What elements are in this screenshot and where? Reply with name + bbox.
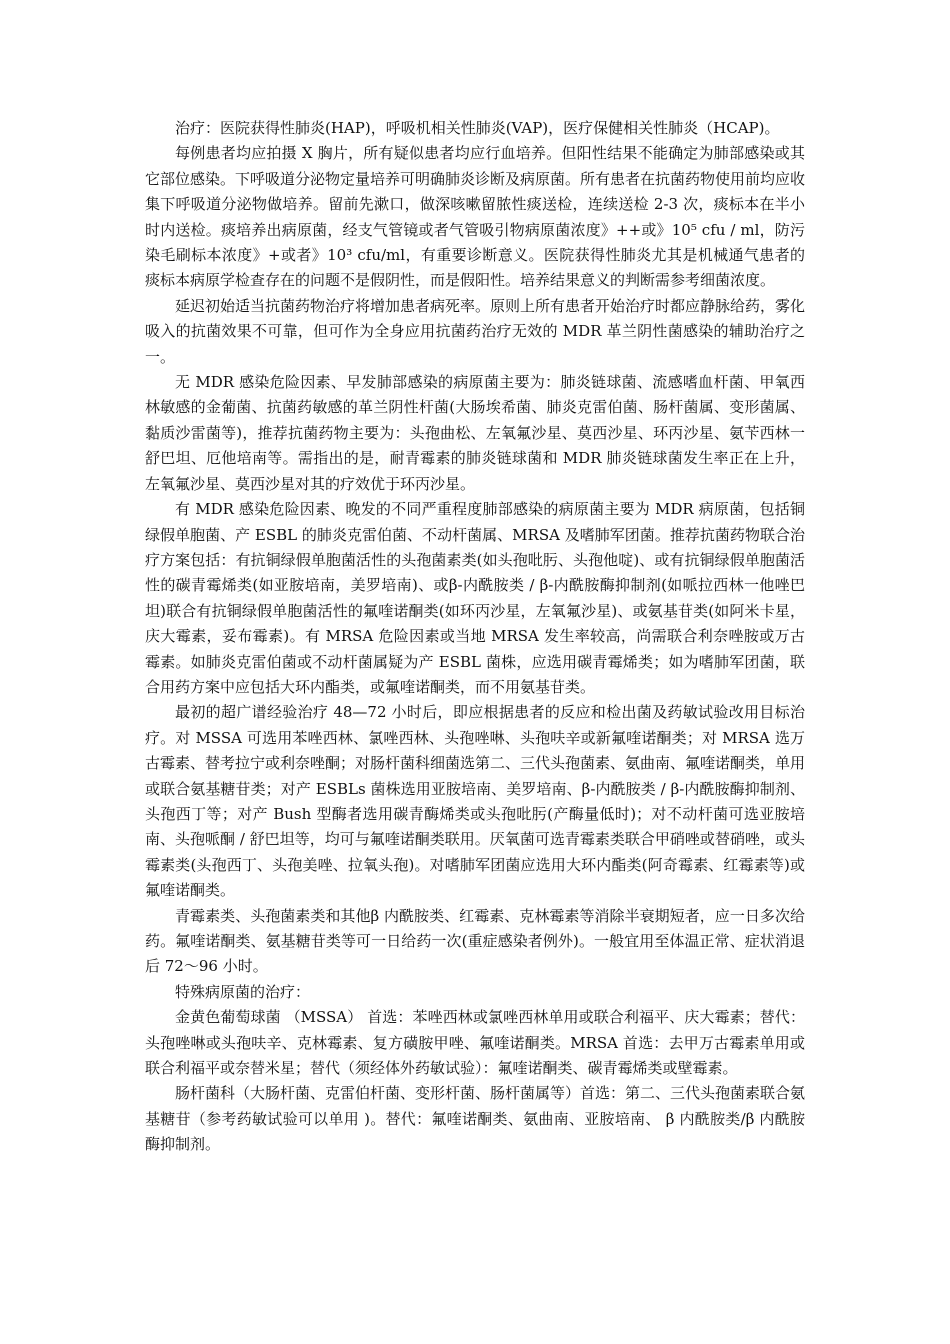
paragraph-diagnosis: 每例患者均应拍摄 X 胸片，所有疑似患者均应行血培养。但阳性结果不能确定为肺部感染或其它部位感染。下呼吸道分泌物定量培养可明确肺炎诊断及病原菌。所有患者在抗菌药物使用前均应收集下呼吸道分泌物做培养。留前先漱口，做深咳嗽留脓性痰送检，连续送检 2-3 次，痰标本在半小时内送检。痰培养出病原菌，经支气管镜或者气管吸引物病原菌浓度》++或》10⁵ cfu / ml，防污染毛刷标本浓度》+或者》10³ cfu/ml，有重要诊断意义。医院获得性肺炎尤其是机械通气患者的痰标本病原学检查存在的问题不是假阴性，而是假阳性。培养结果意义的判断需参考细菌浓度。 <box>145 144 806 290</box>
paragraph-no-mdr-risk: 无 MDR 感染危险因素、早发肺部感染的病原菌主要为：肺炎链球菌、流感嗜血杆菌、甲氧西林敏感的金葡菌、抗菌药敏感的革兰阴性杆菌(大肠埃希菌、肺炎克雷伯菌、肠杆菌属、变形菌属、黏质沙雷菌等)，推荐抗菌药物主要为：头孢曲松、左氧氟沙星、莫西沙星、环丙沙星、氨苄西林一舒巴坦、厄他培南等。需指出的是，耐青霉素的肺炎链球菌和 MDR 肺炎链球菌发生率正在上升，左氧氟沙星、莫西沙星对其的疗效优于环丙沙星。 <box>145 373 805 493</box>
paragraph-dosing: 青霉素类、头孢菌素类和其他β 内酰胺类、红霉素、克林霉素等消除半衰期短者，应一日多次给药。氟喹诺酮类、氨基糖苷类等可一日给药一次(重症感染者例外)。一般宜用至体温正常、症状消退后 72～96 小时。 <box>145 906 805 976</box>
paragraph-mdr-risk: 有 MDR 感染危险因素、晚发的不同严重程度肺部感染的病原菌主要为 MDR 病原菌，包括铜绿假单胞菌、产 ESBL 的肺炎克雷伯菌、不动杆菌属、MRSA 及嗜肺军团菌。推荐抗菌药物联合治疗方案包括：有抗铜绿假单胞菌活性的头孢菌素类(如头孢吡肟、头孢他啶)、或有抗铜绿假单胞菌活性的碳青霉烯类(如亚胺培南，美罗培南)、或β-内酰胺类 / β-内酰胺酶抑制剂(如哌拉西林一他唑巴坦)联合有抗铜绿假单胞菌活性的氟喹诺酮类(如环丙沙星，左氧氟沙星)、或氨基苷类(如阿米卡星，庆大霉素，妥布霉素)。有 MRSA 危险因素或当地 MRSA 发生率较高，尚需联合利奈唑胺或万古霉素。如肺炎克雷伯菌或不动杆菌属疑为产 ESBL 菌株，应选用碳青霉烯类；如为嗜肺军团菌，联合用药方案中应包括大环内酯类，或氟喹诺酮类，而不用氨基苷类。 <box>145 500 805 696</box>
paragraph-treatment-heading: 治疗：医院获得性肺炎(HAP)，呼吸机相关性肺炎(VAP)，医疗保健相关性肺炎（HCAP)。 <box>175 119 780 137</box>
paragraph-special-pathogens-heading: 特殊病原菌的治疗： <box>175 982 311 1001</box>
paragraph-enterobacteriaceae: 肠杆菌科（大肠杆菌、克雷伯杆菌、变形杆菌、肠杆菌属等）首选：第二、三代头孢菌素联合氨基糖苷（参考药敏试验可以单用 )。替代：氟喹诺酮类、氨曲南、亚胺培南、 β 内酰胺类/β 内酰胺酶抑制剂。 <box>145 1084 806 1154</box>
paragraph-initial-therapy: 延迟初始适当抗菌药物治疗将增加患者病死率。原则上所有患者开始治疗时都应静脉给药，雾化吸入的抗菌效果不可靠，但可作为全身应用抗菌药治疗无效的 MDR 革兰阴性菌感染的辅助治疗之一。 <box>145 296 806 366</box>
paragraph-targeted-therapy: 最初的超广谱经验治疗 48—72 小时后，即应根据患者的反应和检出菌及药敏试验改用目标治疗。对 MSSA 可选用苯唑西林、氯唑西林、头孢唑啉、头孢呋辛或新氟喹诺酮类；对 MRSA 选万古霉素、替考拉宁或利奈唑酮；对肠杆菌科细菌选第二、三代头孢菌素、氨曲南、氟喹诺酮类，单用或联合氨基糖苷类；对产 ESBLs 菌株选用亚胺培南、美罗培南、β-内酰胺类 / β-内酰胺酶抑制剂、头孢西丁等；对产 Bush 型酶者选用碳青酶烯类或头孢吡肟(产酶量低时)；对不动杆菌可选亚胺培南、头孢哌酮 / 舒巴坦等，均可与氟喹诺酮类联用。厌氧菌可选青霉素类联合甲硝唑或替硝唑，或头霉素类(头孢西丁、头孢美唑、拉氧头孢)。对嗜肺军团菌应选用大环内酯类(阿奇霉素、红霉素等)或氟喹诺酮类。 <box>145 703 806 900</box>
paragraph-staphylococcus: 金黄色葡萄球菌 （MSSA） 首选：苯唑西林或氯唑西林单用或联合利福平、庆大霉素；替代：头孢唑啉或头孢呋辛、克林霉素、复方磺胺甲唑、氟喹诺酮类。MRSA 首选：去甲万古霉素单用或联合利福平或奈替米星；替代（须经体外药敏试验）：氟喹诺酮类、碳青霉烯类或壁霉素。 <box>145 1008 805 1078</box>
